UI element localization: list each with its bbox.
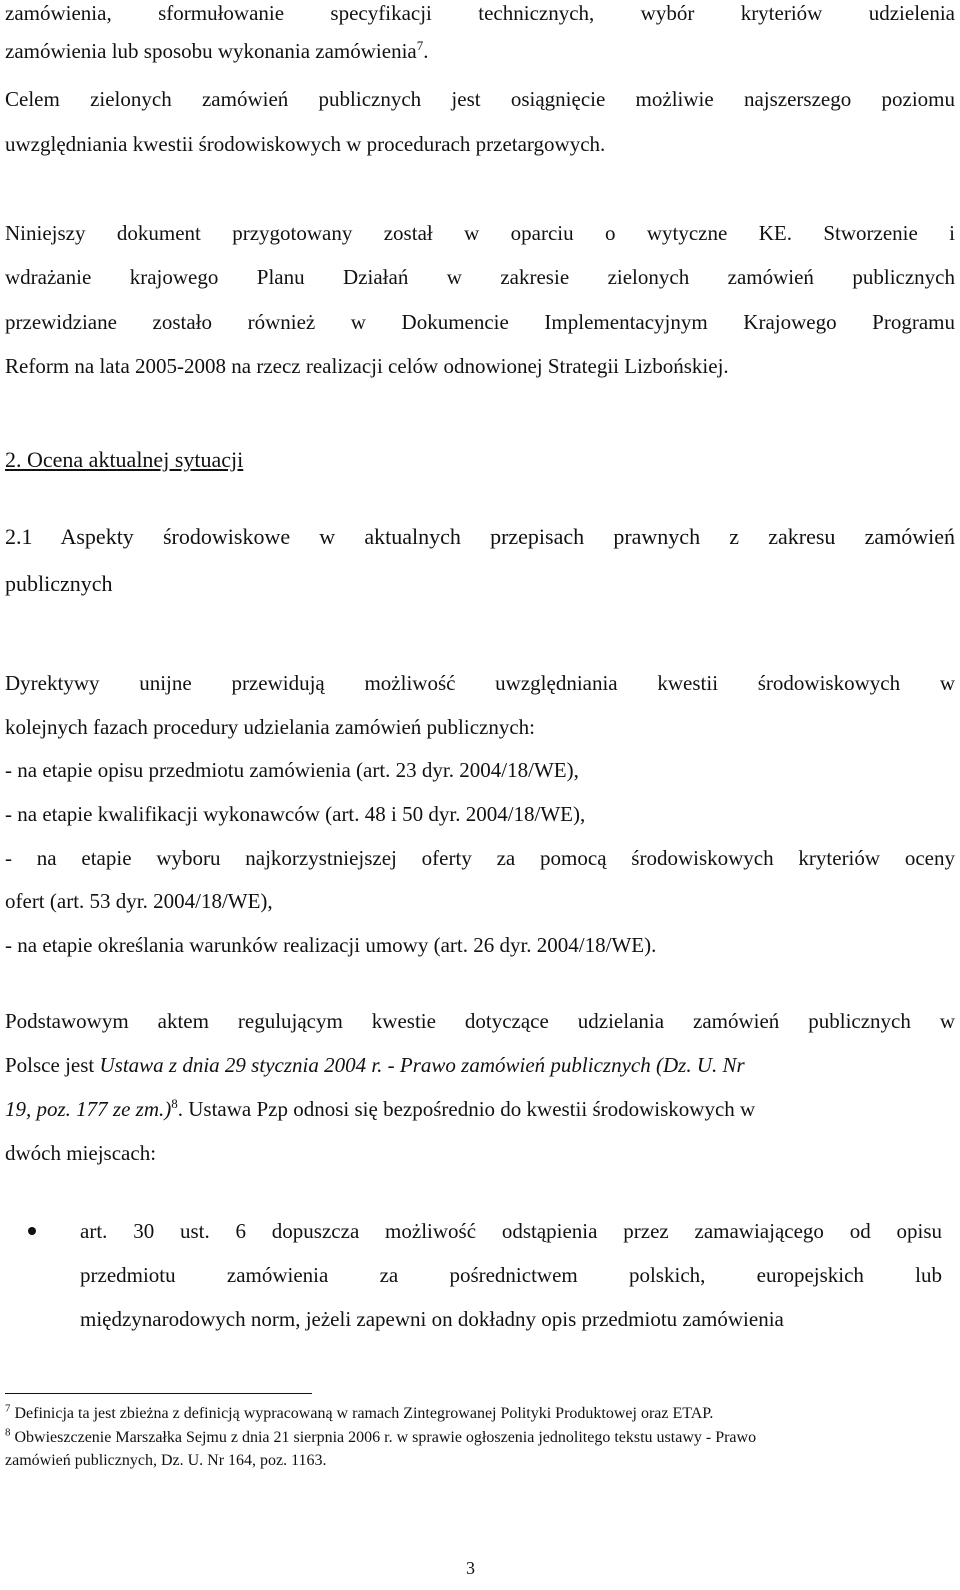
footnote-separator bbox=[5, 1393, 312, 1394]
bullet-icon bbox=[28, 1227, 36, 1235]
section-heading bbox=[5, 447, 955, 473]
footnote-7 bbox=[5, 1404, 955, 1424]
body-text: . Ustawa Pzp odnosi się bezpośrednio do kwestii środowiskowych w bbox=[177, 1097, 756, 1121]
list-item: - na etapie wyboru najkorzystniejszej oferty za pomocą środowiskowych kryteriów oceny bbox=[5, 846, 955, 870]
law-title-italic: Ustawa z dnia 29 stycznia 2004 r. - Prawo zamówień publicznych (Dz. U. Nr bbox=[99, 1053, 745, 1077]
body-text-line: Reform na lata 2005-2008 na rzecz realizacji celów odnowionej Strategii Lizbońskiej. bbox=[5, 354, 729, 378]
body-text-line: dwóch miejscach: bbox=[5, 1141, 157, 1165]
body-text-line: przewidziane zostało również w Dokumencie Implementacyjnym Krajowego Programu bbox=[5, 310, 955, 334]
body-text-line: Niniejszy dokument przygotowany został w oparciu o wytyczne KE. Stworzenie i bbox=[5, 221, 955, 245]
body-text-line: wdrażanie krajowego Planu Działań w zakresie zielonych zamówień publicznych bbox=[5, 265, 955, 289]
footnote-ref-7[interactable]: 7 bbox=[416, 38, 424, 53]
body-text-line bbox=[5, 38, 955, 64]
list-item: - na etapie opisu przedmiotu zamówienia (art. 23 dyr. 2004/18/WE), bbox=[5, 758, 579, 782]
body-text-line: uwzględniania kwestii środowiskowych w procedurach przetargowych. bbox=[5, 132, 606, 156]
footnote-mark: 8 bbox=[5, 1426, 11, 1439]
body-text-line: Podstawowym aktem regulującym kwestie dotyczące udzielania zamówień publicznych w bbox=[5, 1009, 955, 1033]
body-text-line: Celem zielonych zamówień publicznych jest osiągnięcie możliwie najszerszego poziomu bbox=[5, 87, 955, 111]
bullet-text-line: art. 30 ust. 6 dopuszcza możliwość odstąpienia przez zamawiającego od opisu bbox=[80, 1219, 942, 1243]
body-text: Polsce jest bbox=[5, 1053, 100, 1077]
body-text-line bbox=[5, 1096, 955, 1122]
bullet-text-line: międzynarodowych norm, jeżeli zapewni on dokładny opis przedmiotu zamówienia bbox=[80, 1307, 784, 1331]
body-text-line: kolejnych fazach procedury udzielania zamówień publicznych: bbox=[5, 715, 536, 739]
body-text-line: Dyrektywy unijne przewidują możliwość uwzględniania kwestii środowiskowych w bbox=[5, 671, 955, 695]
body-text: zamówienia lub sposobu wykonania zamówienia bbox=[5, 39, 417, 63]
footnote-8 bbox=[5, 1428, 955, 1448]
footnote-text: Definicja ta jest zbieżna z definicją wypracowaną w ramach Zintegrowanej Polityki Produktowej oraz ETAP. bbox=[14, 1405, 714, 1422]
subsection-heading-line: 2.1 Aspekty środowiskowe w aktualnych przepisach prawnych z zakresu zamówień bbox=[5, 524, 955, 549]
list-item: - na etapie kwalifikacji wykonawców (art. 48 i 50 dyr. 2004/18/WE), bbox=[5, 802, 586, 826]
list-item: ofert (art. 53 dyr. 2004/18/WE), bbox=[5, 889, 273, 913]
section-heading-text: 2. Ocena aktualnej sytuacji bbox=[5, 447, 244, 472]
subsection-heading-line: publicznych bbox=[5, 571, 113, 596]
page-number: 3 bbox=[466, 1558, 475, 1578]
body-text: . bbox=[423, 39, 429, 63]
law-title-italic: 19, poz. 177 ze zm.) bbox=[5, 1097, 172, 1121]
footnote-mark: 7 bbox=[5, 1402, 11, 1415]
footnote-ref-8[interactable]: 8 bbox=[171, 1096, 178, 1111]
list-item: - na etapie określania warunków realizacji umowy (art. 26 dyr. 2004/18/WE). bbox=[5, 933, 657, 957]
footnote-text: Obwieszczenie Marszałka Sejmu z dnia 21 sierpnia 2006 r. w sprawie ogłoszenia jednolitego tekstu ustawy - Prawo bbox=[14, 1429, 757, 1446]
bullet-text-line: przedmiotu zamówienia za pośrednictwem polskich, europejskich lub bbox=[80, 1263, 942, 1287]
body-text-line bbox=[5, 1052, 955, 1078]
footnote-8-continued: zamówień publicznych, Dz. U. Nr 164, poz. 1163. bbox=[5, 1452, 327, 1469]
body-text-line: zamówienia, sformułowanie specyfikacji technicznych, wybór kryteriów udzielenia bbox=[5, 1, 955, 25]
